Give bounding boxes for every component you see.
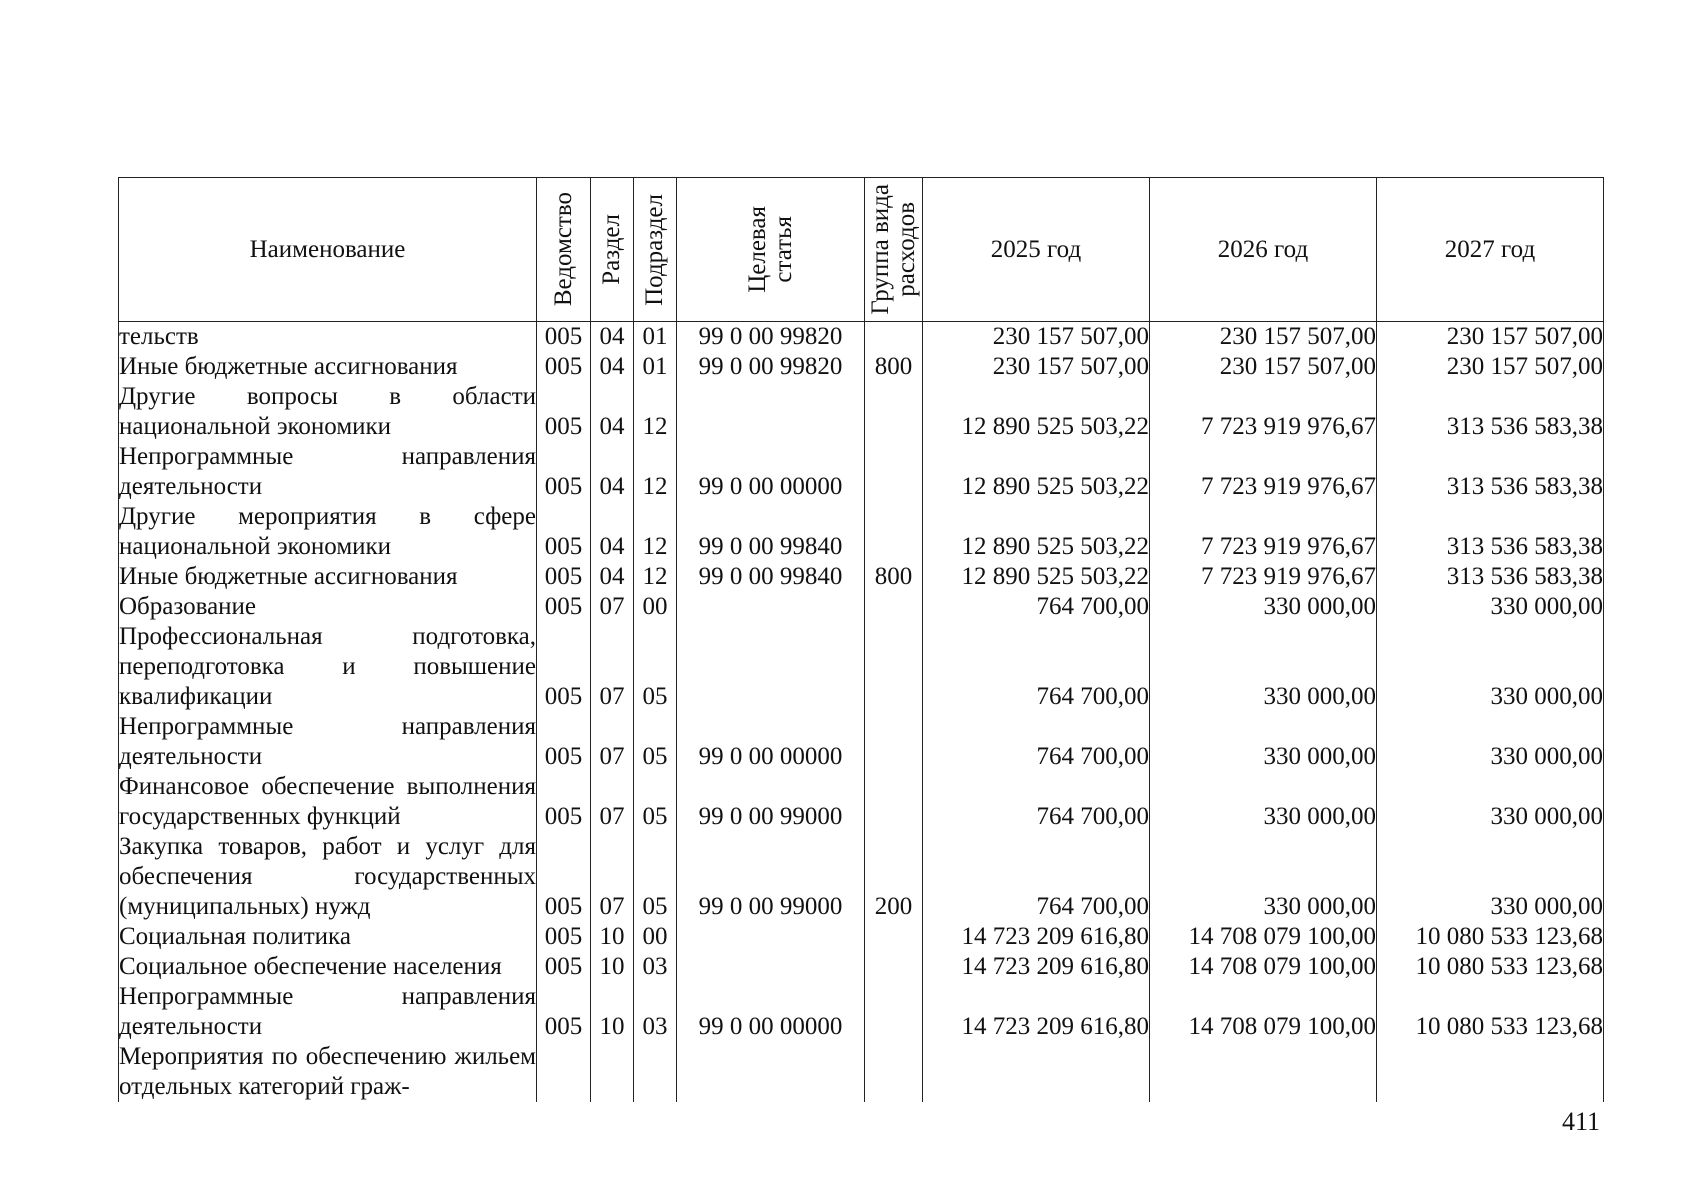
cell-amount-2026: 14 708 079 100,00 — [1150, 952, 1377, 982]
cell-podrazdel: 01 — [634, 322, 677, 353]
cell-name: Мероприятия по обеспечению жильем отдельных категорий граж- — [119, 1043, 536, 1100]
cell-name: тельств — [119, 322, 537, 353]
cell-vedomstvo: 005 — [537, 322, 591, 353]
cell-tselevaya-statya: 99 0 00 00000 — [677, 982, 865, 1042]
cell-gruppa-vida — [865, 502, 923, 562]
cell-podrazdel: 03 — [634, 952, 677, 982]
cell-podrazdel: 00 — [634, 592, 677, 622]
cell-vedomstvo — [537, 1042, 591, 1102]
cell-gruppa-vida: 800 — [865, 352, 923, 382]
cell-name: Социальное обеспечение населения — [119, 952, 537, 982]
header-gruppa-line2: расходов — [892, 202, 920, 297]
cell-tselevaya-statya — [677, 952, 865, 982]
cell-gruppa-vida: 200 — [865, 832, 923, 922]
cell-amount-2027: 10 080 533 123,68 — [1377, 952, 1604, 982]
cell-gruppa-vida — [865, 952, 923, 982]
header-vedomstvo — [537, 178, 591, 322]
cell-razdel: 04 — [591, 322, 634, 353]
cell-razdel: 10 — [591, 952, 634, 982]
table-row — [119, 622, 1604, 712]
cell-podrazdel: 12 — [634, 382, 677, 442]
table-row — [119, 772, 1604, 832]
table-header-row — [119, 178, 1604, 322]
cell-razdel: 07 — [591, 832, 634, 922]
table-row — [119, 1042, 1604, 1102]
cell-amount-2025 — [923, 1042, 1150, 1102]
cell-vedomstvo: 005 — [537, 982, 591, 1042]
cell-amount-2026: 230 157 507,00 — [1150, 322, 1377, 353]
cell-name: Финансовое обеспечение выполнения государственных функций — [119, 773, 536, 830]
table-row — [119, 922, 1604, 952]
cell-podrazdel: 00 — [634, 922, 677, 952]
table-row — [119, 592, 1604, 622]
cell-name: Образование — [119, 592, 537, 622]
cell-podrazdel: 05 — [634, 832, 677, 922]
table-row — [119, 322, 1604, 353]
cell-razdel: 07 — [591, 592, 634, 622]
cell-tselevaya-statya: 99 0 00 00000 — [677, 712, 865, 772]
cell-amount-2025: 14 723 209 616,80 — [923, 982, 1150, 1042]
cell-tselevaya-statya — [677, 922, 865, 952]
cell-gruppa-vida — [865, 442, 923, 502]
cell-amount-2025: 764 700,00 — [923, 772, 1150, 832]
cell-name: Иные бюджетные ассигнования — [119, 562, 537, 592]
cell-vedomstvo: 005 — [537, 562, 591, 592]
cell-tselevaya-statya: 99 0 00 99840 — [677, 502, 865, 562]
cell-razdel: 10 — [591, 922, 634, 952]
header-tselevaya-line1: Целевая — [743, 206, 771, 293]
table-row — [119, 952, 1604, 982]
table-row — [119, 982, 1604, 1042]
cell-name: Иные бюджетные ассигнования — [119, 352, 537, 382]
cell-podrazdel: 01 — [634, 352, 677, 382]
cell-amount-2026: 230 157 507,00 — [1150, 352, 1377, 382]
cell-podrazdel: 05 — [634, 622, 677, 712]
cell-razdel: 07 — [591, 622, 634, 712]
cell-amount-2027: 330 000,00 — [1377, 832, 1604, 922]
cell-tselevaya-statya — [677, 622, 865, 712]
table-row — [119, 442, 1604, 502]
cell-gruppa-vida — [865, 1042, 923, 1102]
header-year-2026: 2026 год — [1150, 178, 1377, 322]
cell-vedomstvo: 005 — [537, 442, 591, 502]
cell-gruppa-vida — [865, 772, 923, 832]
cell-amount-2026: 330 000,00 — [1150, 592, 1377, 622]
cell-tselevaya-statya — [677, 1042, 865, 1102]
cell-amount-2027: 330 000,00 — [1377, 592, 1604, 622]
cell-amount-2027: 313 536 583,38 — [1377, 562, 1604, 592]
budget-table — [118, 177, 1604, 1102]
cell-vedomstvo: 005 — [537, 592, 591, 622]
cell-tselevaya-statya: 99 0 00 99820 — [677, 352, 865, 382]
cell-amount-2027: 10 080 533 123,68 — [1377, 982, 1604, 1042]
cell-amount-2027: 330 000,00 — [1377, 772, 1604, 832]
header-gruppa-vida-raskhodov — [865, 178, 923, 322]
cell-gruppa-vida — [865, 712, 923, 772]
cell-podrazdel: 12 — [634, 442, 677, 502]
cell-name: Профессиональная подготовка, переподготовка и повышение квалификации — [119, 623, 536, 710]
cell-gruppa-vida — [865, 322, 923, 353]
cell-podrazdel: 05 — [634, 712, 677, 772]
cell-amount-2025: 764 700,00 — [923, 622, 1150, 712]
cell-tselevaya-statya — [677, 382, 865, 442]
cell-gruppa-vida — [865, 922, 923, 952]
cell-razdel: 04 — [591, 442, 634, 502]
cell-amount-2026: 14 708 079 100,00 — [1150, 922, 1377, 952]
cell-amount-2025: 12 890 525 503,22 — [923, 382, 1150, 442]
cell-razdel: 07 — [591, 772, 634, 832]
header-tselevaya-statya — [677, 178, 865, 322]
cell-amount-2026: 330 000,00 — [1150, 772, 1377, 832]
cell-amount-2026: 7 723 919 976,67 — [1150, 502, 1377, 562]
cell-amount-2025: 14 723 209 616,80 — [923, 922, 1150, 952]
cell-vedomstvo: 005 — [537, 502, 591, 562]
cell-razdel: 10 — [591, 982, 634, 1042]
cell-razdel: 04 — [591, 382, 634, 442]
cell-amount-2026: 7 723 919 976,67 — [1150, 442, 1377, 502]
header-year-2025: 2025 год — [923, 178, 1150, 322]
cell-tselevaya-statya: 99 0 00 99000 — [677, 832, 865, 922]
cell-amount-2025: 12 890 525 503,22 — [923, 562, 1150, 592]
header-gruppa-line1: Группа вида — [866, 184, 894, 315]
cell-amount-2026 — [1150, 1042, 1377, 1102]
cell-razdel — [591, 1042, 634, 1102]
table-row — [119, 832, 1604, 922]
table-row — [119, 352, 1604, 382]
header-year-2027: 2027 год — [1377, 178, 1604, 322]
cell-name: Непрограммные направления деятельности — [119, 983, 536, 1040]
cell-name: Непрограммные направления деятельности — [119, 443, 536, 500]
cell-amount-2026: 7 723 919 976,67 — [1150, 382, 1377, 442]
table-row — [119, 712, 1604, 772]
cell-name: Социальная политика — [119, 922, 537, 952]
table-row — [119, 382, 1604, 442]
cell-amount-2026: 330 000,00 — [1150, 832, 1377, 922]
cell-amount-2027: 313 536 583,38 — [1377, 442, 1604, 502]
cell-vedomstvo: 005 — [537, 832, 591, 922]
cell-amount-2026: 330 000,00 — [1150, 712, 1377, 772]
header-razdel — [591, 178, 634, 322]
cell-gruppa-vida: 800 — [865, 562, 923, 592]
cell-name: Другие вопросы в области национальной экономики — [119, 383, 536, 440]
cell-podrazdel: 12 — [634, 502, 677, 562]
cell-vedomstvo: 005 — [537, 352, 591, 382]
cell-amount-2027: 330 000,00 — [1377, 622, 1604, 712]
cell-razdel: 07 — [591, 712, 634, 772]
table-row — [119, 562, 1604, 592]
cell-gruppa-vida — [865, 382, 923, 442]
cell-podrazdel — [634, 1042, 677, 1102]
cell-vedomstvo: 005 — [537, 382, 591, 442]
cell-amount-2027: 313 536 583,38 — [1377, 502, 1604, 562]
cell-amount-2026: 14 708 079 100,00 — [1150, 982, 1377, 1042]
header-tselevaya-line2: статья — [769, 216, 797, 283]
cell-amount-2025: 764 700,00 — [923, 592, 1150, 622]
cell-amount-2025: 230 157 507,00 — [923, 322, 1150, 353]
cell-name: Закупка товаров, работ и услуг для обеспечения государственных (муниципальных) нужд — [119, 833, 536, 920]
cell-podrazdel: 12 — [634, 562, 677, 592]
cell-tselevaya-statya — [677, 592, 865, 622]
header-razdel-label: Раздел — [598, 214, 625, 285]
cell-gruppa-vida — [865, 622, 923, 712]
table-row — [119, 502, 1604, 562]
cell-name: Другие мероприятия в сфере национальной экономики — [119, 503, 536, 560]
cell-gruppa-vida — [865, 592, 923, 622]
header-vedomstvo-label: Ведомство — [549, 192, 577, 307]
header-name: Наименование — [119, 178, 537, 322]
table-body — [119, 322, 1604, 1103]
cell-amount-2025: 230 157 507,00 — [923, 352, 1150, 382]
cell-tselevaya-statya: 99 0 00 00000 — [677, 442, 865, 502]
cell-amount-2025: 12 890 525 503,22 — [923, 442, 1150, 502]
cell-amount-2027: 330 000,00 — [1377, 712, 1604, 772]
cell-razdel: 04 — [591, 502, 634, 562]
cell-amount-2025: 764 700,00 — [923, 712, 1150, 772]
cell-tselevaya-statya: 99 0 00 99000 — [677, 772, 865, 832]
cell-amount-2027: 230 157 507,00 — [1377, 322, 1604, 353]
cell-vedomstvo: 005 — [537, 922, 591, 952]
cell-amount-2027: 10 080 533 123,68 — [1377, 922, 1604, 952]
cell-amount-2027 — [1377, 1042, 1604, 1102]
cell-tselevaya-statya: 99 0 00 99820 — [677, 322, 865, 353]
cell-razdel: 04 — [591, 352, 634, 382]
cell-amount-2025: 14 723 209 616,80 — [923, 952, 1150, 982]
cell-vedomstvo: 005 — [537, 622, 591, 712]
cell-amount-2027: 230 157 507,00 — [1377, 352, 1604, 382]
cell-gruppa-vida — [865, 982, 923, 1042]
header-podrazdel — [634, 178, 677, 322]
cell-tselevaya-statya: 99 0 00 99840 — [677, 562, 865, 592]
cell-amount-2027: 313 536 583,38 — [1377, 382, 1604, 442]
cell-vedomstvo: 005 — [537, 772, 591, 832]
page-number: 411 — [1561, 1107, 1600, 1136]
cell-podrazdel: 05 — [634, 772, 677, 832]
cell-vedomstvo: 005 — [537, 712, 591, 772]
cell-amount-2025: 12 890 525 503,22 — [923, 502, 1150, 562]
cell-podrazdel: 03 — [634, 982, 677, 1042]
cell-name: Непрограммные направления деятельности — [119, 713, 536, 770]
cell-amount-2026: 330 000,00 — [1150, 622, 1377, 712]
cell-vedomstvo: 005 — [537, 952, 591, 982]
cell-razdel: 04 — [591, 562, 634, 592]
cell-amount-2025: 764 700,00 — [923, 832, 1150, 922]
cell-amount-2026: 7 723 919 976,67 — [1150, 562, 1377, 592]
header-podrazdel-label: Подраздел — [641, 193, 668, 306]
